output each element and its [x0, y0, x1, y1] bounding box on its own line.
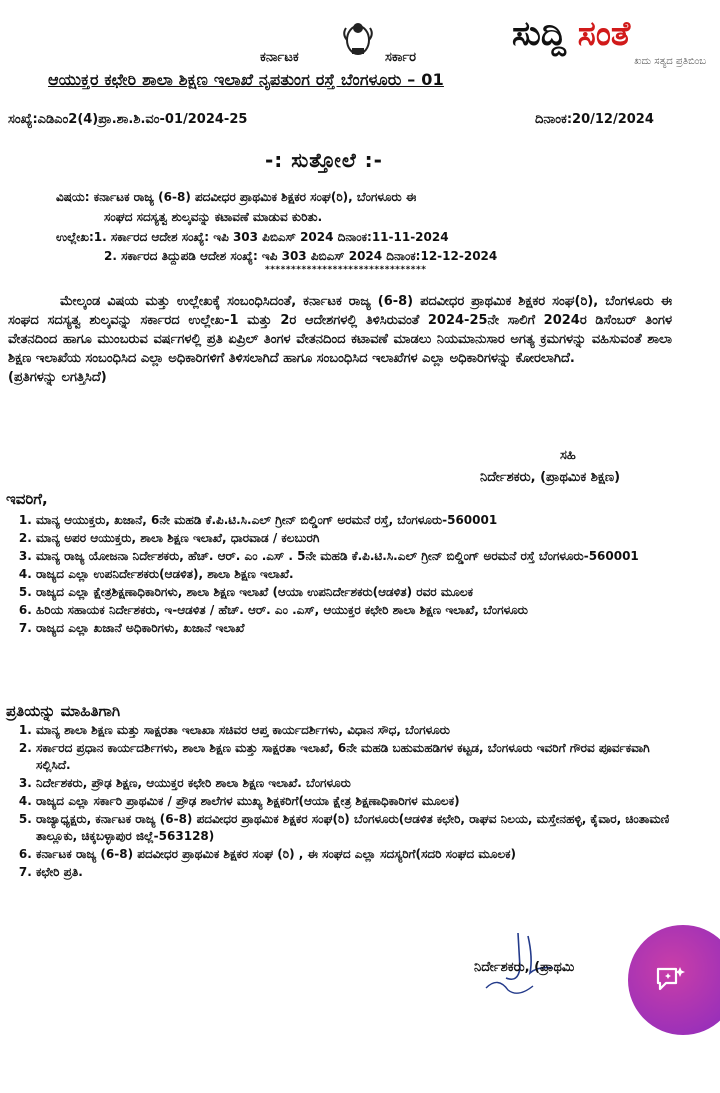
body-paragraph: ಮೇಲ್ಕಂಡ ವಿಷಯ ಮತ್ತು ಉಲ್ಲೇಖಕ್ಕೆ ಸಂಬಂಧಿಸಿದಂತೆ, ಕರ್ನಾಟಕ ರಾಜ್ಯ (6-8) ಪದವೀಧರ ಪ್ರಾಥಮಿಕ ಶಿಕ್ಷಕರ ಸಂಘ(ರಿ), ಬೆಂಗಳೂರು ಈ ಸಂಘದ ಸದಸ್ಯತ್ವ ಶುಲ್ಕವನ್ನು ಸರ್ಕಾರದ ಉಲ್ಲೇಖ-1 ಮತ್ತು 2ರ ಆದೇಶಗಳಲ್ಲಿ ತಿಳಿಸಿರುವಂತೆ 2024-25ನೇ ಸಾಲಿಗೆ 2024ರ ಡಿಸೆಂಬರ್ ತಿಂಗಳ ವೇತನದಿಂದ ಹಾಗೂ ಮುಂಬರುವ ವರ್ಷಗಳಲ್ಲಿ ಪ್ರತಿ ಏಪ್ರಿಲ್ ತಿಂಗಳ ವೇತನದಿಂದ ಕಟಾವಣೆ ಮಾಡಲು ನಿಯಮಾನುಸಾರ ಅಗತ್ಯ ಕ್ರಮಗಳನ್ನು ವಹಿಸುವಂತೆ ಶಾಲಾ ಶಿಕ್ಷಣ ಇಲಾಖೆಯ ಸಂಬಂಧಿಸಿದ ಎಲ್ಲಾ ಅಧಿಕಾರಿಗಳಿಗೆ ತಿಳಿಸಲಾಗಿದೆ ಹಾಗೂ ಸಂಬಂಧಿಸಿದ ಇಲಾಖೆಗಳ ಎಲ್ಲಾ ಅಧಿಕಾರಿಗಳನ್ನು ಕೋರಲಾಗಿದೆ. [8, 294, 672, 366]
list-item: 4. ರಾಜ್ಯದ ಎಲ್ಲಾ ಉಪನಿರ್ದೇಶಕರು(ಆಡಳಿತ), ಶಾಲಾ ಶಿಕ್ಷಣ ಇಲಾಖೆ. [36, 566, 676, 583]
list-item: 3. ಮಾನ್ಯ ರಾಜ್ಯ ಯೋಜನಾ ನಿರ್ದೇಶಕರು, ಹೆಚ್. ಆರ್. ಎಂ .ಎಸ್ . 5ನೇ ಮಹಡಿ ಕೆ.ಪಿ.ಟಿ.ಸಿ.ಎಲ್ ಗ್ರೀನ್ ಬಿಲ್ಡಿಂಗ್ ಅರಮನೆ ರಸ್ತೆ ಬೆಂಗಳೂರು-560001 [36, 548, 676, 565]
separator-stars: ******************************* [265, 265, 427, 275]
director-designation: ನಿರ್ದೇಶಕರು, (ಪ್ರಾಥಮಿಕ ಶಿಕ್ಷಣ) [480, 470, 621, 485]
logo-part1: ಸುದ್ದಿ [512, 14, 566, 54]
list-item: 1. ಮಾನ್ಯ ಶಾಲಾ ಶಿಕ್ಷಣ ಮತ್ತು ಸಾಕ್ಷರತಾ ಇಲಾಖಾ ಸಚಿವರ ಆಪ್ತ ಕಾರ್ಯದರ್ಶಿಗಳು, ವಿಧಾನ ಸೌಧ, ಬೆಂಗಳೂರು [36, 722, 676, 739]
list-item: 2. ಸರ್ಕಾರದ ಪ್ರಧಾನ ಕಾರ್ಯದರ್ಶಿಗಳು, ಶಾಲಾ ಶಿಕ್ಷಣ ಮತ್ತು ಸಾಕ್ಷರತಾ ಇಲಾಖೆ, 6ನೇ ಮಹಡಿ ಬಹುಮಹಡಿಗಳ ಕಟ್ಟಡ, ಬೆಂಗಳೂರು ಇವರಿಗೆ ಗೌರವ ಪೂರ್ವಕವಾಗಿ ಸಲ್ಲಿಸಿದೆ. [36, 740, 676, 774]
director-designation-bottom: ನಿರ್ದೇಶಕರು, (ಪ್ರಾಥಮಿ [474, 960, 575, 975]
logo-part2: ಸಂತೆ [577, 14, 631, 54]
list-item: 6. ಹಿರಿಯ ಸಹಾಯಕ ನಿರ್ದೇಶಕರು, ಇ-ಆಡಳಿತ / ಹೆಚ್. ಆರ್. ಎಂ .ಎಸ್, ಆಯುಕ್ತರ ಕಛೇರಿ ಶಾಲಾ ಶಿಕ್ಷಣ ಇಲಾಖೆ, ಬೆಂಗಳೂರು [36, 602, 676, 619]
reference-number: ಸಂಖ್ಯೆ:ಎಡಿಎಂ2(4)ಪ್ರಾ.ಶಾ.ಶಿ.ವಂ-01/2024-25 [8, 112, 248, 127]
body-paragraph-block [8, 292, 672, 387]
list-item: 3. ನಿರ್ದೇಶಕರು, ಪ್ರೌಢ ಶಿಕ್ಷಣ, ಆಯುಕ್ತರ ಕಛೇರಿ ಶಾಲಾ ಶಿಕ್ಷಣ ಇಲಾಖೆ. ಬೆಂಗಳೂರು [36, 775, 676, 792]
copy-list [14, 722, 676, 882]
circular-title: -: ಸುತ್ತೋಲೆ :- [265, 148, 383, 172]
enclosure-note: (ಪ್ರತಿಗಳನ್ನು ಲಗತ್ತಿಸಿದೆ) [8, 370, 107, 385]
office-address: ಆಯುಕ್ತರ ಕಛೇರಿ ಶಾಲಾ ಶಿಕ್ಷಣ ಇಲಾಖೆ ನೃಪತುಂಗ ರಸ್ತೆ ಬೆಂಗಳೂರು – 01 [48, 70, 444, 89]
list-item: 2. ಮಾನ್ಯ ಅಪರ ಆಯುಕ್ತರು, ಶಾಲಾ ಶಿಕ್ಷಣ ಇಲಾಖೆ, ಧಾರವಾಡ / ಕಲಬುರಗಿ [36, 530, 676, 547]
subject-line-1: ವಿಷಯ: ಕರ್ನಾಟಕ ರಾಜ್ಯ (6-8) ಪದವೀಧರ ಪ್ರಾಥಮಿಕ ಶಿಕ್ಷಕರ ಸಂಘ(ರಿ), ಬೆಂಗಳೂರು ಈ [56, 190, 417, 204]
list-item: 5. ರಾಜ್ಯದ ಎಲ್ಲಾ ಕ್ಷೇತ್ರಶಿಕ್ಷಣಾಧಿಕಾರಿಗಳು, ಶಾಲಾ ಶಿಕ್ಷಣ ಇಲಾಖೆ (ಆಯಾ ಉಪನಿರ್ದೇಶಕರು(ಆಡಳಿತ) ರವರ ಮೂಲಕ [36, 584, 676, 601]
reference-line-2: 2. ಸರ್ಕಾರದ ತಿದ್ದುಪಡಿ ಆದೇಶ ಸಂಖ್ಯೆ: ಇಪಿ 303 ಪಿಬಿಎಸ್ 2024 ದಿನಾಂಕ:12-12-2024 [104, 249, 498, 263]
document-date: ದಿನಾಂಕ:20/12/2024 [535, 112, 654, 127]
list-item: 1. ಮಾನ್ಯ ಆಯುಕ್ತರು, ಖಜಾನೆ, 6ನೇ ಮಹಡಿ ಕೆ.ಪಿ.ಟಿ.ಸಿ.ಎಲ್ ಗ್ರೀನ್ ಬಿಲ್ಡಿಂಗ್ ಅರಮನೆ ರಸ್ತೆ, ಬೆಂಗಳೂರು-560001 [36, 512, 676, 529]
chat-sparkle-icon [654, 963, 686, 995]
to-list [14, 512, 676, 638]
state-emblem-icon [338, 18, 378, 58]
header-sarkara: ಸರ್ಕಾರ [385, 50, 416, 65]
to-section-title: ಇವರಿಗೆ, [6, 490, 48, 508]
logo-tagline: ಖದು ಸತ್ಯದ ಪ್ರತಿಬಿಂಬ [634, 56, 706, 67]
floating-chat-button[interactable] [628, 925, 720, 1035]
copy-section-title: ಪ್ರತಿಯನ್ನು ಮಾಹಿತಿಗಾಗಿ [6, 702, 121, 720]
list-item: 4. ರಾಜ್ಯದ ಎಲ್ಲಾ ಸರ್ಕಾರಿ ಪ್ರಾಥಮಿಕ / ಪ್ರೌಢ ಶಾಲೆಗಳ ಮುಖ್ಯ ಶಿಕ್ಷಕರಿಗೆ(ಆಯಾ ಕ್ಷೇತ್ರ ಶಿಕ್ಷಣಾಧಿಕಾರಿಗಳ ಮೂಲಕ) [36, 793, 676, 810]
list-item: 6. ಕರ್ನಾಟಕ ರಾಜ್ಯ (6-8) ಪದವೀಧರ ಪ್ರಾಥಮಿಕ ಶಿಕ್ಷಕರ ಸಂಘ (ರಿ) , ಈ ಸಂಘದ ಎಲ್ಲಾ ಸದಸ್ಯರಿಗೆ(ಸದರಿ ಸಂಘದ ಮೂಲಕ) [36, 846, 676, 863]
list-item: 5. ರಾಜ್ಯಾಧ್ಯಕ್ಷರು, ಕರ್ನಾಟಕ ರಾಜ್ಯ (6-8) ಪದವೀಧರ ಪ್ರಾಥಮಿಕ ಶಿಕ್ಷಕರ ಸಂಘ(ರಿ) ಬೆಂಗಳೂರು(ಆಡಳಿತ ಕಛೇರಿ, ರಾಘವ ನಿಲಯ, ಮಸ್ತೇನಹಳ್ಳಿ, ಕೈವಾರ, ಚಿಂತಾಮಣಿ ತಾಲ್ಲೂಕು, ಚಿಕ್ಕಬಳ್ಳಾಪುರ ಜಿಲ್ಲೆ-563128) [36, 811, 676, 845]
sudhi-sante-logo [512, 14, 712, 84]
reference-line-1: ಉಲ್ಲೇಖ:1. ಸರ್ಕಾರದ ಆದೇಶ ಸಂಖ್ಯೆ: ಇಪಿ 303 ಪಿಬಿಎಸ್ 2024 ದಿನಾಂಕ:11-11-2024 [56, 230, 449, 244]
header-karnataka: ಕರ್ನಾಟಕ [260, 50, 299, 65]
subject-line-2: ಸಂಘದ ಸದಸ್ಯತ್ವ ಶುಲ್ಕವನ್ನು ಕಟಾವಣೆ ಮಾಡುವ ಕುರಿತು. [104, 210, 323, 224]
list-item: 7. ರಾಜ್ಯದ ಎಲ್ಲಾ ಖಜಾನೆ ಅಧಿಕಾರಿಗಳು, ಖಜಾನೆ ಇಲಾಖೆ [36, 620, 676, 637]
sahi-label: ಸಹಿ [560, 448, 576, 463]
list-item: 7. ಕಛೇರಿ ಪ್ರತಿ. [36, 864, 676, 881]
